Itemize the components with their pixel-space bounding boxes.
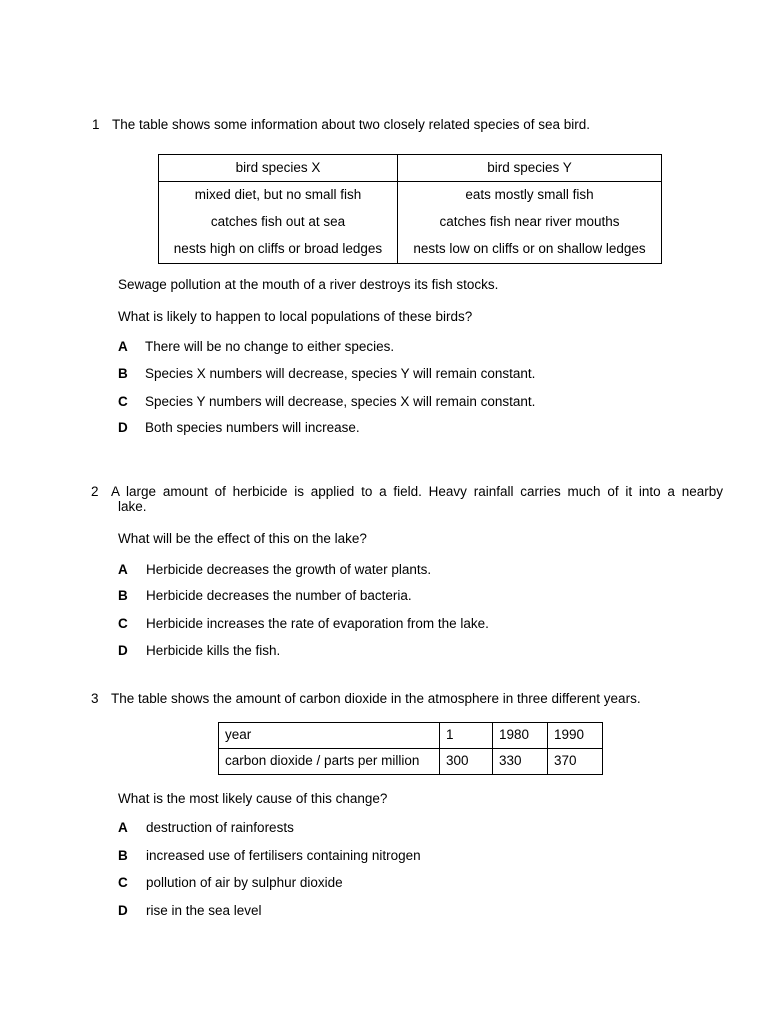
table-cell: 330 [493,749,548,775]
table-cell: year [219,723,440,749]
table-cell: catches fish out at sea [159,209,398,236]
option-text: Herbicide decreases the number of bacteria. [146,588,412,603]
option-letter: C [118,875,128,890]
option-letter: C [118,394,128,409]
option-text: Species X numbers will decrease, species Y will remain constant. [145,366,536,381]
option-letter: C [118,616,128,631]
option-text: rise in the sea level [146,903,262,918]
question-1-prompt: What is likely to happen to local populations of these birds? [118,309,473,324]
option-letter: D [118,643,128,658]
table-row [219,723,603,749]
table-cell: mixed diet, but no small fish [159,182,398,210]
option-text: destruction of rainforests [146,820,294,835]
option-text: Species Y numbers will decrease, species X will remain constant. [145,394,536,409]
option-text: There will be no change to either species. [145,339,395,354]
table-cell: catches fish near river mouths [398,209,662,236]
option-text: pollution of air by sulphur dioxide [146,875,343,890]
table-cell: 300 [440,749,493,775]
table-row [159,236,662,264]
table-cell: 1980 [493,723,548,749]
question-2-text-line-1: A large amount of herbicide is applied to a field. Heavy rainfall carries much of it into a nearby [111,484,723,499]
question-3-number: 3 [91,691,99,706]
table-row [159,209,662,236]
table-cell: eats mostly small fish [398,182,662,210]
carbon-dioxide-table [218,722,603,775]
question-1-text: The table shows some information about two closely related species of sea bird. [112,117,590,132]
option-text: increased use of fertilisers containing nitrogen [146,848,421,863]
question-2-number: 2 [91,484,99,499]
table-cell: nests high on cliffs or broad ledges [159,236,398,264]
table-row [219,749,603,775]
bird-species-table [158,154,662,264]
table-cell: 1 [440,723,493,749]
question-1-number: 1 [92,117,100,132]
question-3-text: The table shows the amount of carbon dioxide in the atmosphere in three different years. [111,691,641,706]
option-letter: B [118,848,128,863]
question-1-statement: Sewage pollution at the mouth of a river destroys its fish stocks. [118,277,499,292]
table-cell: 1990 [548,723,603,749]
option-text: Both species numbers will increase. [145,420,360,435]
table-row [159,182,662,210]
option-letter: A [118,339,128,354]
table-header-row [159,155,662,182]
option-letter: D [118,420,128,435]
option-letter: A [118,820,128,835]
table-cell: carbon dioxide / parts per million [219,749,440,775]
question-2-prompt: What will be the effect of this on the lake? [118,531,367,546]
option-letter: D [118,903,128,918]
table-cell: nests low on cliffs or on shallow ledges [398,236,662,264]
question-3-prompt: What is the most likely cause of this change? [118,791,388,806]
question-2-text-line-2: lake. [118,499,147,514]
table-header-cell: bird species Y [398,155,662,182]
option-letter: B [118,588,128,603]
table-header-cell: bird species X [159,155,398,182]
option-text: Herbicide increases the rate of evaporation from the lake. [146,616,489,631]
option-letter: A [118,562,128,577]
option-text: Herbicide decreases the growth of water plants. [146,562,432,577]
option-text: Herbicide kills the fish. [146,643,281,658]
table-cell: 370 [548,749,603,775]
option-letter: B [118,366,128,381]
